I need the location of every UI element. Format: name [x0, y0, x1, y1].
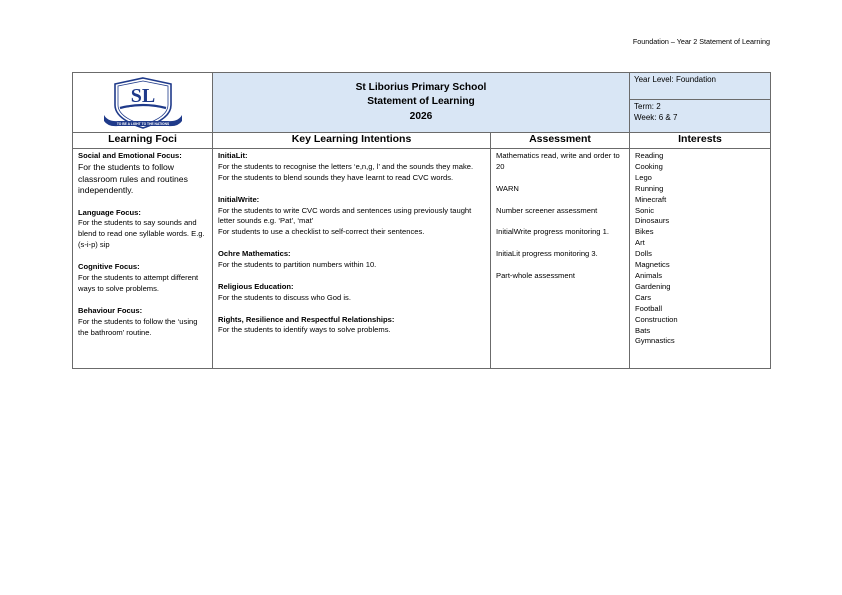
term: Term: 2: [634, 102, 661, 111]
intention-religious-education: [218, 282, 485, 304]
interest-item: Dinosaurs: [635, 216, 670, 226]
column-header-key-learning-intentions: Key Learning Intentions: [213, 133, 491, 149]
assessment-item: Part-whole assessment: [496, 270, 575, 280]
document-title: Statement of Learning: [367, 96, 475, 108]
document-year: 2026: [409, 110, 433, 122]
intention-line: For students to use a checklist to self-correct their sentences.: [218, 227, 425, 237]
intention-heading: Rights, Resilience and Respectful Relationships:: [218, 314, 395, 324]
interest-item: Sonic: [635, 205, 654, 215]
term-week-cell: [630, 100, 771, 133]
intention-heading: InitialWrite:: [218, 194, 260, 204]
focus-text: For the students to say sounds and blend to read one syllable words. E.g. (s-i-p) sip: [78, 218, 205, 250]
interest-item: Art: [635, 238, 645, 248]
behaviour-focus: [78, 306, 207, 339]
intention-heading: Ochre Mathematics:: [218, 249, 291, 259]
intention-line: For the students to blend sounds they have learnt to read CVC words.: [218, 172, 454, 182]
column-header-learning-foci: Learning Foci: [73, 133, 213, 149]
language-focus: [78, 208, 207, 252]
focus-heading: Social and Emotional Focus:: [78, 151, 182, 160]
intention-initialit: [218, 151, 485, 184]
focus-text: For the students to follow the ‘using the bathroom’ routine.: [78, 316, 198, 337]
interest-item: Running: [635, 183, 664, 193]
focus-heading: Language Focus:: [78, 207, 141, 217]
interest-item: Gardening: [635, 281, 671, 291]
interest-item: Cooking: [635, 161, 663, 171]
assessment-cell: [491, 149, 630, 369]
column-header-interests: Interests: [630, 133, 771, 149]
logo-text: EAGLEHAWK: [128, 105, 157, 111]
intention-line: For the students to identify ways to solve problems.: [218, 325, 391, 335]
interest-item: Magnetics: [635, 260, 670, 270]
intention-initialwrite: [218, 195, 485, 239]
assessment-item: Mathematics read, write and order to 20: [496, 151, 620, 171]
intention-heading: InitiaLit:: [218, 151, 248, 160]
social-emotional-focus: [78, 151, 207, 197]
intention-line: For the students to discuss who God is.: [218, 292, 351, 302]
interest-item: Dolls: [635, 249, 652, 259]
focus-text: For the students to follow classroom rules and routines independently.: [78, 161, 188, 196]
focus-heading: Behaviour Focus:: [78, 305, 143, 315]
running-header: Foundation – Year 2 Statement of Learning: [632, 37, 770, 46]
week: Week: 6 & 7: [634, 112, 678, 122]
intention-line: For the students to partition numbers within 10.: [218, 260, 377, 270]
intention-heading: Religious Education:: [218, 281, 294, 291]
year-level-cell: [630, 73, 771, 100]
learning-foci-cell: [73, 149, 213, 369]
intention-ochre-mathematics: [218, 249, 485, 271]
focus-heading: Cognitive Focus:: [78, 262, 140, 272]
interest-item: Minecraft: [635, 194, 667, 204]
assessment-item: WARN: [496, 183, 519, 193]
interest-item: Bikes: [635, 227, 654, 237]
assessment-item: InitiaLit progress monitoring 3.: [496, 249, 598, 259]
interest-item: Bats: [635, 325, 651, 335]
interest-item: Football: [635, 303, 663, 313]
assessment-item: InitialWrite progress monitoring 1.: [496, 227, 609, 237]
interests-cell: [630, 149, 771, 369]
logo-letters: SL: [130, 84, 155, 107]
logo-motto: TO BE A LIGHT TO THE NATIONS: [116, 121, 169, 126]
column-header-assessment: Assessment: [491, 133, 630, 149]
interest-item: Reading: [635, 151, 664, 160]
focus-text: For the students to attempt different ways to solve problems.: [78, 273, 199, 293]
interest-item: Lego: [635, 172, 652, 182]
title-cell: [213, 73, 630, 133]
interest-item: Animals: [635, 270, 663, 280]
logo-cell: [73, 73, 213, 133]
statement-of-learning-table: [72, 72, 771, 369]
interest-item: Gymnastics: [635, 336, 675, 346]
school-crest-logo: [94, 75, 192, 131]
interest-item: Cars: [635, 292, 652, 302]
intention-rights-resilience: [218, 315, 485, 337]
interest-item: Construction: [635, 314, 678, 324]
intention-line: For the students to write CVC words and sentences using previously taught letter sounds e.g. ‘Pat’, ‘mat’: [218, 205, 472, 226]
year-level: Year Level: Foundation: [634, 75, 716, 84]
key-learning-intentions-cell: [213, 149, 491, 369]
intention-line: For the students to recognise the letters ‘e,n,g, l’ and the sounds they make.: [218, 161, 474, 171]
assessment-item: Number screener assessment: [496, 205, 598, 215]
school-name: St Liborius Primary School: [355, 81, 487, 93]
cognitive-focus: [78, 262, 207, 295]
